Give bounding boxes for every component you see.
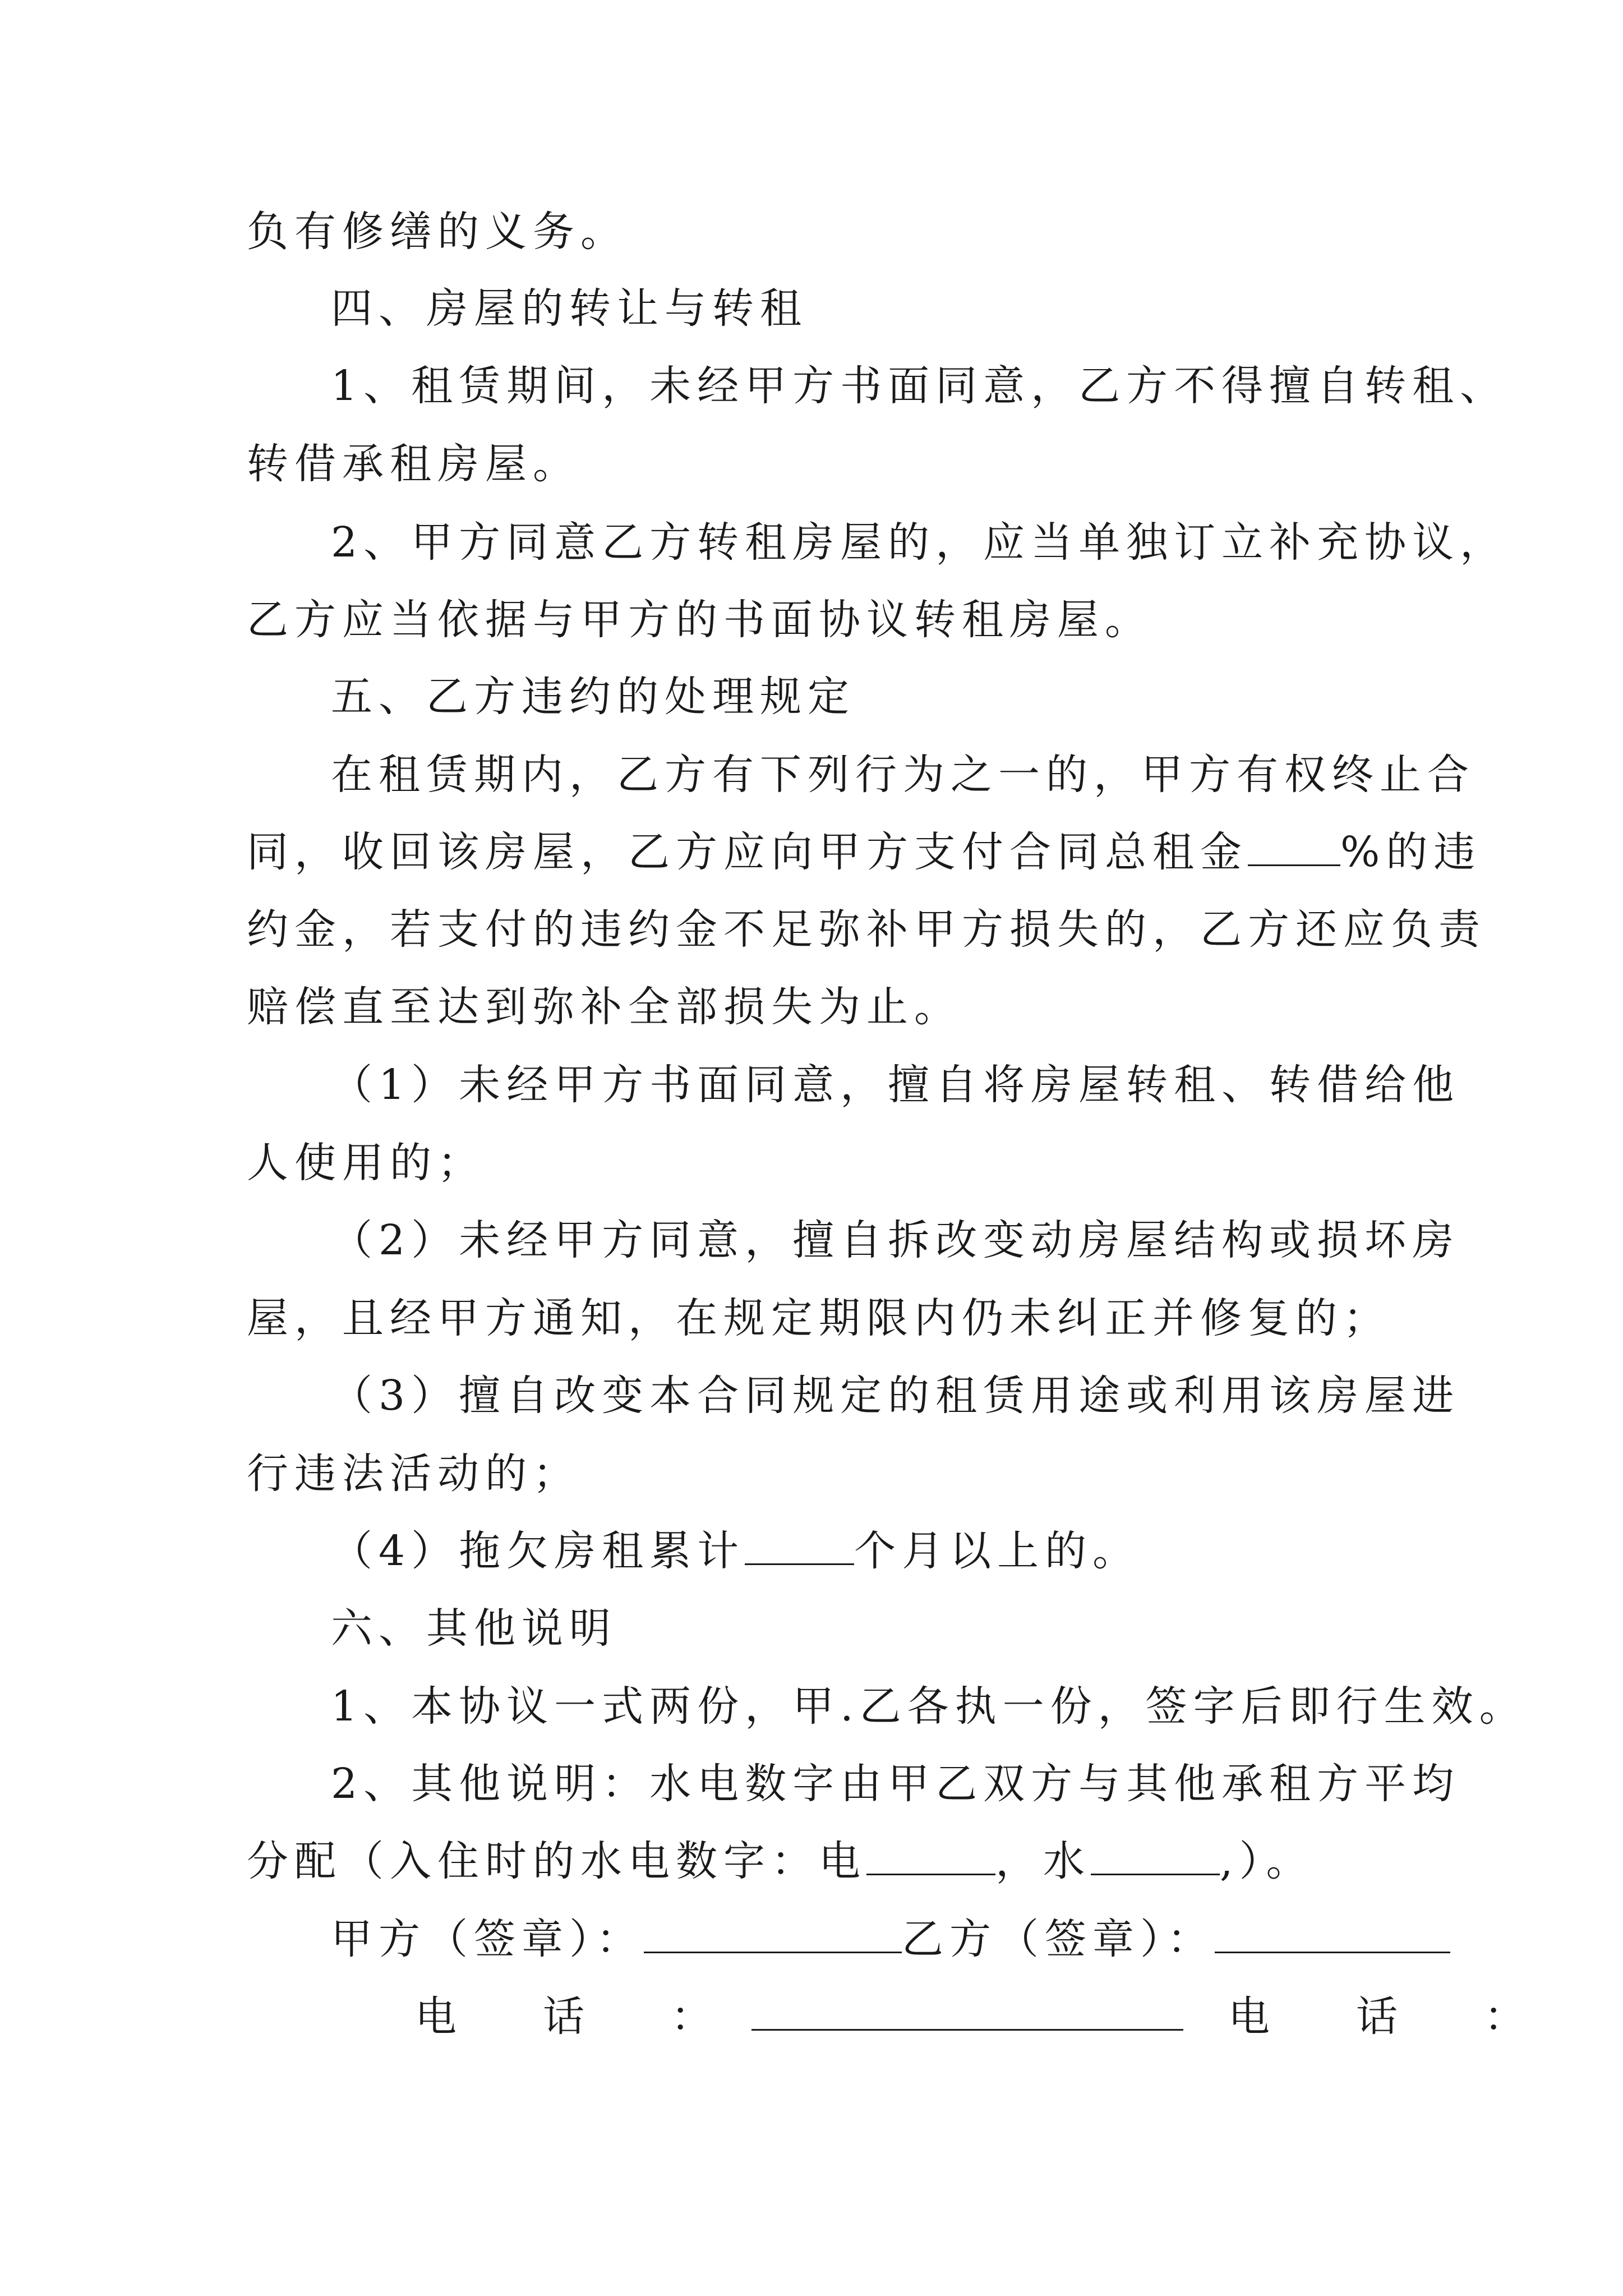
penalty-percent-blank[interactable]: [1248, 827, 1340, 866]
text-line: [247, 827, 1481, 877]
list-item: （2）未经甲方同意，擅自拆改变动房屋结构或损坏房: [331, 1216, 1460, 1264]
party-a-phone-label: 电 话 ：: [415, 1993, 735, 2041]
text-line: 屋，且经甲方通知，在规定期限内仍未纠正并修复的；: [247, 1294, 1391, 1342]
text-line: [247, 1836, 1314, 1887]
phone-line: [415, 1991, 1548, 2042]
list-item: （3）擅自改变本合同规定的租赁用途或利用该房屋进: [331, 1372, 1460, 1420]
text-segment: 个月以上的。: [854, 1527, 1141, 1575]
text-segment: %的违: [1340, 828, 1482, 876]
section-heading: 六、其他说明: [331, 1604, 617, 1653]
party-b-signature-blank[interactable]: [1215, 1915, 1450, 1953]
text-line: 赔偿直至达到弥补全部损失为止。: [247, 983, 962, 1031]
signature-line: [331, 1914, 1450, 1964]
text-line: 1、租赁期间，未经甲方书面同意，乙方不得擅自转租、: [331, 362, 1508, 410]
text-line: 2、其他说明：水电数字由甲乙双方与其他承租方平均: [331, 1760, 1460, 1808]
party-b-signature-label: 乙方（签章）：: [902, 1915, 1215, 1963]
text-line: 1、本协议一式两份，甲.乙各执一份，签字后即行生效。: [331, 1682, 1527, 1731]
text-segment: 同，收回该房屋，乙方应向甲方支付合同总租金: [247, 828, 1248, 876]
text-line: 人使用的；: [247, 1139, 485, 1187]
text-line: 约金，若支付的违约金不足弥补甲方损失的，乙方还应负责: [247, 905, 1486, 954]
text-line: 负有修缮的义务。: [247, 208, 628, 256]
list-item: [331, 1526, 1140, 1576]
water-reading-blank[interactable]: [1091, 1837, 1220, 1875]
text-segment: ,）。: [1220, 1837, 1314, 1885]
party-b-phone-label: 电 话 ：: [1228, 1993, 1548, 2041]
text-line: 转借承租房屋。: [247, 440, 580, 488]
text-segment: ，水: [995, 1837, 1091, 1885]
text-line: 乙方应当依据与甲方的书面协议转租房屋。: [247, 596, 1152, 644]
section-heading: 五、乙方违约的处理规定: [331, 673, 855, 721]
party-a-signature-blank[interactable]: [644, 1915, 902, 1953]
list-item: （1）未经甲方书面同意，擅自将房屋转租、转借给他: [331, 1061, 1460, 1109]
text-line: 行违法活动的；: [247, 1450, 580, 1498]
text-line: 2、甲方同意乙方转租房屋的，应当单独订立补充协议，: [331, 518, 1508, 567]
text-segment: （4）拖欠房租累计: [331, 1527, 745, 1575]
section-heading: 四、房屋的转让与转租: [331, 284, 808, 333]
party-a-signature-label: 甲方（签章）：: [331, 1915, 644, 1963]
electricity-reading-blank[interactable]: [866, 1837, 995, 1875]
text-segment: 分配（入住时的水电数字：电: [247, 1837, 866, 1885]
party-a-phone-blank[interactable]: [751, 1992, 1183, 2031]
text-line: 在租赁期内，乙方有下列行为之一的，甲方有权终止合: [331, 751, 1475, 799]
overdue-months-blank[interactable]: [745, 1526, 854, 1565]
